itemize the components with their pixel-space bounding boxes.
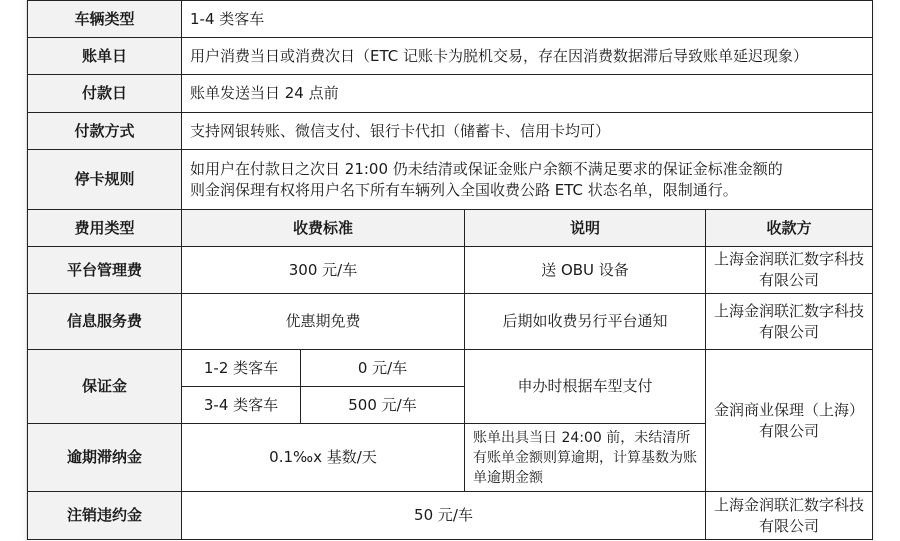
fee-table — [27, 0, 873, 540]
fee-note-late-fee: 账单出具当日 24:00 前，未结清所有账单金额则算逾期，计算基数为账单逾期金额 — [465, 424, 706, 492]
label-pay-method: 付款方式 — [28, 113, 182, 150]
document-page — [26, 0, 873, 541]
fee-note-deposit: 申办时根据车型支付 — [465, 350, 706, 424]
fee-standard-late-fee: 0.1‰x 基数/天 — [182, 424, 465, 492]
fee-payee-shared: 金润商业保理（上海）有限公司 — [706, 350, 873, 492]
suspension-rule-line-1: 如用户在付款日之次日 21:00 仍未结清或保证金账户余额不满足要求的保证金标准金额的 — [190, 159, 783, 178]
fee-header-row — [28, 210, 873, 247]
fee-type-late-fee: 逾期滞纳金 — [28, 424, 182, 492]
fee-payee-info-service: 上海金润联汇数字科技有限公司 — [706, 294, 873, 350]
header-fee-type: 费用类型 — [28, 210, 182, 247]
value-bill-day: 用户消费当日或消费次日（ETC 记账卡为脱机交易，存在因消费数据滞后导致账单延迟现象） — [182, 38, 873, 75]
header-payee: 收款方 — [706, 210, 873, 247]
value-pay-day: 账单发送当日 24 点前 — [182, 75, 873, 113]
fee-note-info-service: 后期如收费另行平台通知 — [465, 294, 706, 350]
row-vehicle-type — [28, 1, 873, 38]
deposit-amount-2: 500 元/车 — [301, 387, 465, 424]
fee-standard-info-service: 优惠期免费 — [182, 294, 465, 350]
fee-standard-cancel: 50 元/车 — [182, 492, 706, 540]
fee-payee-platform: 上海金润联汇数字科技有限公司 — [706, 247, 873, 294]
label-suspension-rule: 停卡规则 — [28, 150, 182, 210]
deposit-class-1: 1-2 类客车 — [182, 350, 301, 387]
row-pay-method — [28, 113, 873, 150]
value-vehicle-type: 1-4 类客车 — [182, 1, 873, 38]
fee-row-info-service — [28, 294, 873, 350]
fee-type-platform: 平台管理费 — [28, 247, 182, 294]
fee-payee-cancel: 上海金润联汇数字科技有限公司 — [706, 492, 873, 540]
deposit-class-2: 3-4 类客车 — [182, 387, 301, 424]
deposit-amount-1: 0 元/车 — [301, 350, 465, 387]
label-pay-day: 付款日 — [28, 75, 182, 113]
header-standard: 收费标准 — [182, 210, 465, 247]
fee-row-platform — [28, 247, 873, 294]
fee-type-info-service: 信息服务费 — [28, 294, 182, 350]
suspension-rule-line-2: 则金润保理有权将用户名下所有车辆列入全国收费公路 ETC 状态名单，限制通行。 — [190, 180, 738, 199]
fee-note-platform: 送 OBU 设备 — [465, 247, 706, 294]
fee-type-deposit: 保证金 — [28, 350, 182, 424]
fee-row-cancel — [28, 492, 873, 540]
header-note: 说明 — [465, 210, 706, 247]
value-suspension-rule — [182, 150, 873, 210]
label-vehicle-type: 车辆类型 — [28, 1, 182, 38]
row-pay-day — [28, 75, 873, 113]
row-suspension-rule — [28, 150, 873, 210]
value-pay-method: 支持网银转账、微信支付、银行卡代扣（储蓄卡、信用卡均可） — [182, 113, 873, 150]
fee-standard-platform: 300 元/车 — [182, 247, 465, 294]
fee-row-deposit-1 — [28, 350, 873, 387]
row-bill-day — [28, 38, 873, 75]
fee-type-cancel: 注销违约金 — [28, 492, 182, 540]
label-bill-day: 账单日 — [28, 38, 182, 75]
